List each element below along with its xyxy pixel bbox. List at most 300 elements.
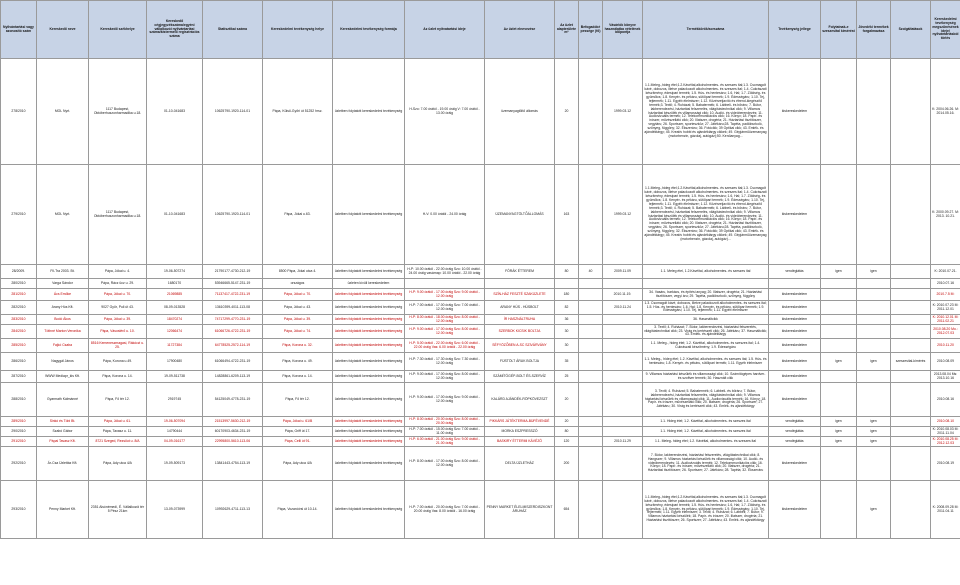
table-cell bbox=[891, 383, 931, 417]
table-cell: 19-09-511738 bbox=[147, 371, 203, 383]
table-cell bbox=[857, 383, 891, 417]
table-cell bbox=[821, 301, 857, 315]
table-cell: SÉFYÖZŐBEN A-SC SZIVÁRVÁNY bbox=[485, 339, 555, 353]
table-cell: 22995800-5610-113-06 bbox=[203, 437, 263, 447]
table-cell bbox=[891, 289, 931, 301]
table-cell: üzletben folytatott kereskedelmi tevékenység bbox=[333, 427, 405, 437]
table-cell bbox=[891, 427, 931, 437]
table-cell: vendéglátás bbox=[769, 265, 821, 279]
table-cell: 279/2010 bbox=[1, 165, 37, 265]
table-cell: 20 bbox=[555, 383, 579, 417]
table-cell bbox=[643, 279, 769, 289]
table-cell bbox=[821, 339, 857, 353]
table-cell: üzletben folytatott kereskedelmi tevékenység bbox=[333, 353, 405, 371]
table-cell: Pápa, Fő tér 12. bbox=[263, 383, 333, 417]
table-cell: 28/2009. bbox=[1, 265, 37, 279]
table-cell bbox=[821, 289, 857, 301]
table-cell: 1999.03.12 bbox=[603, 59, 643, 165]
table-cell: PIKKÁRS JÁTÉKTERMA-BÜFÉVENDÉ bbox=[485, 417, 555, 427]
table-cell: kiskereskedelem bbox=[769, 481, 821, 539]
table-cell: 53946665-5147-231-19 bbox=[203, 279, 263, 289]
table-cell: igen bbox=[857, 353, 891, 371]
table-cell bbox=[821, 447, 857, 481]
table-cell: Pápa, Ady utca 4/A bbox=[263, 447, 333, 481]
table-cell: KALÁRD AJÁNDÉK-RÖPKÖVEZSZT bbox=[485, 383, 555, 417]
table-cell: 21513997-5630-212-19 bbox=[203, 417, 263, 427]
table-cell: Pápa, Vozanóírsi út 10-14. bbox=[263, 481, 333, 539]
column-header: Kereskedő székhelye bbox=[89, 1, 147, 59]
table-cell: 30 bbox=[555, 325, 579, 339]
table-cell: Ár-Csa Üzlettáz Kft. bbox=[37, 447, 89, 481]
table-cell: 288/2010 bbox=[1, 383, 37, 417]
table-cell: 284/2010 bbox=[1, 325, 37, 339]
table-cell: igen bbox=[821, 427, 857, 437]
table-cell bbox=[821, 315, 857, 325]
table-cell bbox=[891, 417, 931, 427]
table-cell: K: 2010.08.03 M: 2011.11.04 bbox=[931, 427, 960, 437]
table-cell: 34. Vasáru, barkács, és építési anyag; 20. Illatszer, drogéria; 21. Háztartási tisztítószer, vegyi áru; 29. Tapéta, padlóburkoló, szőnyeg, függöny bbox=[643, 289, 769, 301]
table-cell bbox=[891, 315, 931, 325]
table-cell: Fil-Tra 2003. Bt. bbox=[37, 265, 89, 279]
table-cell: 14828861-6209-113-19 bbox=[203, 371, 263, 383]
column-header: Tevékenység jellege bbox=[769, 1, 821, 59]
table-cell: 2010.11.24 bbox=[603, 301, 643, 315]
table-row bbox=[1, 481, 960, 539]
table-row bbox=[1, 325, 960, 339]
table-cell: Pápai Tavasz Kft. bbox=[37, 437, 89, 447]
table-cell: Pápa, Rácz ücz u. 29. bbox=[89, 279, 147, 289]
table-cell: 8516 Kemeneszmagasi, Rákóczi u. 25. bbox=[89, 339, 147, 353]
table-cell: 280/2010 bbox=[1, 279, 37, 289]
table-cell: 82 bbox=[555, 301, 579, 315]
table-cell bbox=[857, 301, 891, 315]
table-cell: Pápa, Külső-Győri út 51252 hrsz. bbox=[263, 59, 333, 165]
table-cell bbox=[579, 289, 603, 301]
table-cell: kiskereskedelem bbox=[769, 371, 821, 383]
table-cell: 7. Bútor, lakberendezési, háztartási felszerelés, világítástechnikai cikk; 8. Hangszer; 9. Villamos háztartási készülék és villamossági cikk; 10. Audió- és videóberendezés; 11. Audiovizuális termék; 12. Telekommunikációs cikk; 16. Könyv; 18. Papír- és írószer, művészellátó cikk; 20. Illatszer, drogéria; 21. Háztartási tisztítószer; 26. Sportszer; 27. Játékáru; 28. Tapéta; 32. Ékszeráru bbox=[643, 447, 769, 481]
table-cell: BASKIRY ÉTTERMI KÁVÉZÓ bbox=[485, 437, 555, 447]
column-header: Statisztikai száma bbox=[203, 1, 263, 59]
table-cell: Pápa, Vásvalérő u. 10. bbox=[89, 325, 147, 339]
table-cell: H-P: 7.30 órától - 17.30 óráig Szo: 7.30 órától - 12.00 óráig bbox=[405, 353, 485, 371]
table-cell: ÜZEMANYAGTÖLTŐÁLLOMÁS bbox=[485, 165, 555, 265]
table-cell: 19-06-507274 bbox=[147, 265, 203, 279]
table-cell: üzletben folytatott kereskedelmi tevékenység bbox=[333, 315, 405, 325]
table-cell bbox=[821, 325, 857, 339]
table-cell: Tóthné Marton Veronika bbox=[37, 325, 89, 339]
table-cell: Szabó Gábor bbox=[37, 427, 89, 437]
table-cell bbox=[603, 371, 643, 383]
table-cell: Pápa, Griff út 17. bbox=[263, 427, 333, 437]
table-cell bbox=[891, 325, 931, 339]
table-cell: 292/2010 bbox=[1, 447, 37, 481]
table-cell: 120 bbox=[555, 437, 579, 447]
table-cell: 21790177-4730-212-19 bbox=[203, 265, 263, 279]
table-row bbox=[1, 437, 960, 447]
table-cell: igen bbox=[821, 265, 857, 279]
table-cell bbox=[405, 279, 485, 289]
table-cell: 289/2010 bbox=[1, 417, 37, 427]
table-cell bbox=[891, 279, 931, 289]
table-cell bbox=[579, 447, 603, 481]
table-cell: Pápa, Celli út 91. bbox=[263, 437, 333, 447]
table-cell: H-P: 7.00 órától - 15.00 óráig Szo: 7.00 órától - 11.00 óráig bbox=[405, 427, 485, 437]
table-cell: 64778525-2572-114-19 bbox=[203, 339, 263, 353]
table-cell: igen bbox=[821, 437, 857, 447]
table-cell: 282/2010 bbox=[1, 301, 37, 315]
table-cell: 9. Villamos háztartási készülék és villamossági cikk; 10. Számítógépes hardver- és szoftver termék; 30. Használt cikk bbox=[643, 371, 769, 383]
table-row bbox=[1, 417, 960, 427]
table-cell bbox=[891, 481, 931, 539]
table-cell: üzletben folytatott kereskedelmi tevékenység bbox=[333, 339, 405, 353]
table-cell: FÓRÁK ÉTTEREM bbox=[485, 265, 555, 279]
table-cell bbox=[857, 325, 891, 339]
table-cell: igen bbox=[857, 481, 891, 539]
table-cell: 286/2010 bbox=[1, 353, 37, 371]
table-cell: Ács Emőke bbox=[37, 289, 89, 301]
table-cell bbox=[579, 417, 603, 427]
table-cell: igen bbox=[821, 353, 857, 371]
table-cell bbox=[857, 279, 891, 289]
table-cell: üzletben folytatott kereskedelmi tevékenység bbox=[333, 371, 405, 383]
table-row bbox=[1, 165, 960, 265]
table-cell: kiskereskedelem bbox=[769, 315, 821, 325]
table-cell: üzemanyagtöltő állomás bbox=[485, 59, 555, 165]
table-cell: vendéglátás bbox=[769, 427, 821, 437]
table-row bbox=[1, 279, 960, 289]
table-cell: üzletben folytatott kereskedelmi tevékenység bbox=[333, 301, 405, 315]
table-cell: SZÍN-HÁZ FESZTÉ SZAKÜZLETE bbox=[485, 289, 555, 301]
table-cell: 1.1. Meleg-, hideg étel; 1.2. Kávéital, alkoholmentes- és szeszes ital; 1.4. Cukrászati készítmény; 1.9. Édességáru bbox=[643, 339, 769, 353]
table-cell: 19-09-509173 bbox=[147, 447, 203, 481]
column-header: Kereskedelmi tevékenység helye bbox=[263, 1, 333, 59]
table-cell: Pápa, Ady utca 4/A bbox=[89, 447, 147, 481]
table-cell bbox=[891, 265, 931, 279]
table-cell: 8721 Szeged, Rezsőut u. 8/A bbox=[89, 437, 147, 447]
table-cell: 13-09-073999 bbox=[147, 481, 203, 539]
column-header: Kereskedelmi tevékenység formája bbox=[333, 1, 405, 59]
table-cell: Pápa, Korona u. 32. bbox=[263, 339, 333, 353]
table-cell: K: 2000.09.27. M: 2013. 10.21. bbox=[931, 165, 960, 265]
table-cell bbox=[891, 371, 931, 383]
table-cell: 2351 Alsónémedi, É. Vállalkozói tér 5 Pész 21km bbox=[89, 481, 147, 539]
table-cell bbox=[603, 339, 643, 353]
table-cell: H-P: 8.00 órától - 18.00 óráig Szo: 8.00 órától - 12.00 óráig bbox=[405, 315, 485, 325]
table-cell bbox=[603, 417, 643, 427]
table-cell: Pápa, Jókai u. 61/B bbox=[263, 417, 333, 427]
table-cell bbox=[891, 437, 931, 447]
table-cell bbox=[857, 315, 891, 325]
table-row bbox=[1, 353, 960, 371]
table-cell: 2010.11.20 bbox=[931, 339, 960, 353]
table-cell: 1999.03.12 bbox=[603, 165, 643, 265]
table-cell: 2010.7.5 M: bbox=[931, 289, 960, 301]
table-cell: H-P: 7.00 órától - 17.00 óráig Szo: 7.00 órától - 12.00 óráig bbox=[405, 301, 485, 315]
table-cell: 01-10-041683 bbox=[147, 165, 203, 265]
table-cell: Penny Market Kft. bbox=[37, 481, 89, 539]
table-cell: 1.1. Hideg étel; 1.2. Kávéital, alkoholmentes- és szeszes ital bbox=[643, 417, 769, 427]
table-cell: 2010.08.19 bbox=[931, 447, 960, 481]
table-cell bbox=[857, 289, 891, 301]
table-cell: 2010.08.09 bbox=[931, 353, 960, 371]
table-cell: Sinkó és Tóbi Bt. bbox=[37, 417, 89, 427]
column-header: Vásárlók könyve használatba vételének időpontja bbox=[603, 1, 643, 59]
table-cell: 2010.07.16 bbox=[931, 279, 960, 289]
column-header: Befogadóképessége (fő) bbox=[579, 1, 603, 59]
table-cell: K: 2010.12.01 M: 2011.02.21 bbox=[931, 315, 960, 325]
table-cell: Fajkó Csaba bbox=[37, 339, 89, 353]
table-cell: üzletben folytatott kereskedelmi tevékenység bbox=[333, 265, 405, 279]
table-row bbox=[1, 427, 960, 437]
table-cell: 1.1. Meleg étel, 1.2.Kávéital, alkoholmentes- és szeszes ital bbox=[643, 265, 769, 279]
table-cell: 287/2010 bbox=[1, 371, 37, 383]
table-cell: igen bbox=[857, 417, 891, 427]
table-cell: Pápa, Jókai u. 74. bbox=[263, 325, 333, 339]
column-header: Kereskedelmi tevékenység megszűnésének ideje/ nyilvántartásból törlés bbox=[931, 1, 960, 59]
table-cell: Nagygál János bbox=[37, 353, 89, 371]
table-cell: üzletben folytatott kereskedelmi tevékenység bbox=[333, 165, 405, 265]
table-cell: Pápa, Jókai u.63. bbox=[263, 165, 333, 265]
table-cell bbox=[821, 371, 857, 383]
table-cell: Pápa, Jókai u. 61. bbox=[89, 417, 147, 427]
table-cell: üzletben folytatott kereskedelmi tevékenység bbox=[333, 325, 405, 339]
table-cell: H-P: 10.00 órától - 22.00 óráig Szo: 10.00 órától - 24.00 óráig vasárnap: 10.00 órától - 22.00 óráig bbox=[405, 265, 485, 279]
table-cell: üzletben folytatott kereskedelmi tevékenység bbox=[333, 289, 405, 301]
table-cell: kiskereskedelem bbox=[769, 339, 821, 353]
table-cell: 2919745 bbox=[147, 383, 203, 417]
table-cell: 180 bbox=[555, 289, 579, 301]
table-cell: FÜSTÖLT ÁRUK BOLTJA bbox=[485, 353, 555, 371]
table-cell: igen bbox=[857, 265, 891, 279]
table-cell: kiskereskedelem bbox=[769, 325, 821, 339]
table-cell: 2013.08.04 Ms: 2013.10.16 bbox=[931, 371, 960, 383]
table-cell: 20 bbox=[555, 59, 579, 165]
table-cell: 10992629-4711-113-13 bbox=[203, 481, 263, 539]
table-cell: 71137417-4722-231-19 bbox=[203, 289, 263, 301]
table-cell: 283/2010 bbox=[1, 315, 37, 325]
table-cell: 61066494-4722-231-19 bbox=[203, 353, 263, 371]
table-cell bbox=[891, 59, 931, 165]
table-cell: MOL Nyrt. bbox=[37, 165, 89, 265]
table-cell: Pápa, Jókai u. 4. bbox=[89, 265, 147, 279]
table-cell: Pápa, Fő tér 12. bbox=[89, 383, 147, 417]
table-cell: Pápa, Korona u.49. bbox=[89, 353, 147, 371]
table-cell: 13610399-4011-113-08 bbox=[203, 301, 263, 315]
table-cell bbox=[603, 279, 643, 289]
table-cell: H-P: 9.00 órától - 17.00 óráig Szo: 8.00 órától - 12.00 óráig bbox=[405, 325, 485, 339]
table-cell: Pápa, Korona u. 14. bbox=[89, 371, 147, 383]
table-cell bbox=[603, 447, 643, 481]
table-cell: ARANY HÚS - HÚSBOLT bbox=[485, 301, 555, 315]
table-cell: K: 2004.06.26. M: 2014.05.16. bbox=[931, 59, 960, 165]
table-cell: 18470274 bbox=[147, 315, 203, 325]
table-cell: 19-06-507094 bbox=[147, 417, 203, 427]
table-cell: DELTA ÜZLETHÁZ bbox=[485, 447, 555, 481]
table-cell bbox=[579, 481, 603, 539]
table-row bbox=[1, 315, 960, 325]
table-cell: 10625790-1920-114-01 bbox=[203, 59, 263, 165]
table-cell: vendéglátás bbox=[769, 437, 821, 447]
table-row bbox=[1, 265, 960, 279]
table-cell bbox=[603, 427, 643, 437]
table-cell bbox=[857, 165, 891, 265]
table-cell bbox=[891, 165, 931, 265]
table-cell: 80 bbox=[555, 265, 579, 279]
table-cell: H-P: 9.00 órától - 17.00 óráig Szo: 9.00 órától - 12.00 óráig bbox=[405, 383, 485, 417]
column-header: Szolgáltatások bbox=[891, 1, 931, 59]
table-cell: 2010.08.20 Mo.: 2012.07.03 bbox=[931, 325, 960, 339]
table-cell: Pápa, Korona u. 49. bbox=[263, 353, 333, 371]
table-cell: ÍR HASZNÁLTRUHA bbox=[485, 315, 555, 325]
table-cell: 25 bbox=[555, 371, 579, 383]
table-cell: kiskereskedelem bbox=[769, 59, 821, 165]
table-cell: 13841443-4754-113-19 bbox=[203, 447, 263, 481]
table-cell bbox=[891, 301, 931, 315]
table-cell: Arany Hús Kft. bbox=[37, 301, 89, 315]
table-cell: 8500 Pápa, Jókai utca 4. bbox=[263, 265, 333, 279]
column-header: Jövedéki termékek forgalmazása bbox=[857, 1, 891, 59]
header-row bbox=[1, 1, 960, 59]
table-cell: Pápa, Jókai u. 39. bbox=[263, 315, 333, 325]
table-row bbox=[1, 339, 960, 353]
table-cell: H-P: 7.00 órától - 20.00 óráig Szo: 7.00 órától - 20.00 óráig Vas: 8.00 órától - 16.00 óráig bbox=[405, 481, 485, 539]
table-cell bbox=[891, 339, 931, 353]
table-cell bbox=[821, 279, 857, 289]
table-cell: Pápa, Jókai u. 39. bbox=[89, 315, 147, 325]
table-cell bbox=[579, 427, 603, 437]
table-cell: igen bbox=[857, 427, 891, 437]
table-cell: SZÁMÍTÓGÉP-BOLT ÉS-SZERVÍZ bbox=[485, 371, 555, 383]
table-cell: H-Szo: 7.00 órától - 19.00 óráig V: 7.00 órától - 13.00 óráig bbox=[405, 59, 485, 165]
table-cell: 20 bbox=[555, 417, 579, 427]
table-cell: 2010.08.16 bbox=[931, 383, 960, 417]
table-cell: 285/2010 bbox=[1, 339, 37, 353]
table-cell: kiskereskedelem bbox=[769, 301, 821, 315]
table-cell: üzleten kívüli kereskedelem bbox=[333, 279, 405, 289]
table-cell: 14790444 bbox=[147, 427, 203, 437]
table-cell bbox=[579, 339, 603, 353]
table-cell: Pápa, Jókai u. 43. bbox=[263, 301, 333, 315]
column-header: Termékkörök/sorszáma bbox=[643, 1, 769, 59]
table-cell: 61066726-4722-231-19 bbox=[203, 325, 263, 339]
table-cell: üzletben folytatott kereskedelmi tevékenység bbox=[333, 417, 405, 427]
table-cell: K: 2010.07.23 M: 2011.12.01 bbox=[931, 301, 960, 315]
table-cell: 80 bbox=[555, 427, 579, 437]
table-cell: kiskereskedelem bbox=[769, 353, 821, 371]
table-cell bbox=[857, 339, 891, 353]
table-row bbox=[1, 371, 960, 383]
table-cell bbox=[603, 325, 643, 339]
table-cell bbox=[603, 353, 643, 371]
table-cell: H-P: 9.00 órától - 17.00 óráig Szo: 9.00 órától - 12.00 óráig bbox=[405, 289, 485, 301]
table-cell bbox=[857, 371, 891, 383]
table-cell bbox=[555, 279, 579, 289]
column-header: Az üzlet elnevezése bbox=[485, 1, 555, 59]
table-row bbox=[1, 383, 960, 417]
table-cell: PENNY MARKET ÉLELMISZERDISZKONT ÁRUHÁZ bbox=[485, 481, 555, 539]
table-cell bbox=[579, 371, 603, 383]
table-cell bbox=[821, 481, 857, 539]
table-cell: 1.1.Meleg-,hideg étel;1.2.Kávéital,alkoholmentes- és szeszes ital;1.3. Csomagolt kávé, dobozos, illetve palackozott alkoholmentes- és szeszes ital; 1.4. Cukrászati készítmény, édesipari termék; 1.5. Hús- és hentesáru; 1.6. Hal; 1.7. Zöldség- és gyümölcs; 1.8. Kenyér- és pékáru, sütőipari termék; 1.9. Édességáru; 1.10. Tej, tejtermék; 1.11. Egyéb élelmiszer; 1.12. Közérzetjavító és étrend-kiegészítő termék;3. Textil; 4. Ruházat; 5. Babatermék; 6. Lábbeli- és bőráru; 7. Bútor, lakberendezési, háztartási felszerelés, világítástechnikai cikk; 9. Villamos háztartási készülék és villamossági cikk; 10. Audió- és videóberendezés; 11. Audiovizuális termék; 12. Telekommunikációs cikk; 16. Könyv; 18. Papír- és írószer, művészellátó cikk; 20. Illatszer, drogéria; 21. Háztartási tisztítószer, vegyiáru; 26. Sportszer, sporteszköz; 27. Játékáru;28. Tapéta, padlóburkoló, szőnyeg, függöny; 32. Ékszeráru; 36. Fotócikk; 39 Optikai cikk; 43. Emlék- és ajándéktárgy; 45. Kreatív hobbi és ajándéktárgy cikkek; 49. Gépjárműüzemanyag (motorbenzin, gázolaj, autógáz);50. Kenőanyag... bbox=[643, 59, 769, 165]
table-cell bbox=[579, 59, 603, 165]
table-cell: kiskereskedelem bbox=[769, 447, 821, 481]
table-cell: üzletben folytatott kereskedelmi tevékenység bbox=[333, 481, 405, 539]
table-cell: 3. Textil; 4. Ruházat; 7. Bútor, lakberendezési, háztartási felszerelés, világítástechnikai cikk; 23. Virág és kertészeti cikk; 26. Játékáru; 37. Használtcikk; 43. Emlék- és ajándéktárgy bbox=[643, 325, 769, 339]
column-header: Folytatnak-e szeszesital kimérést bbox=[821, 1, 857, 59]
table-cell: 1.1. Meleg- hideg étel; 1.2. Kávéital, alkoholmentes- és szeszes ital bbox=[643, 437, 769, 447]
table-cell bbox=[485, 279, 555, 289]
table-cell: 1.1. Meleg-, hideg étel; 1.2. Kávéital, alkoholmentes- és szeszes ital; 1.5. Hús- és hentesáru; 1.8. Kenyér- és pékáru, sütőipari termék; 1.11. Egyéb élelmiszer bbox=[643, 353, 769, 371]
table-cell: 291/2010 bbox=[1, 437, 37, 447]
table-cell: Pápa, Jókai u. 70. bbox=[89, 289, 147, 301]
table-cell bbox=[857, 447, 891, 481]
table-cell: 21069885 bbox=[147, 289, 203, 301]
table-row bbox=[1, 289, 960, 301]
table-cell: 1.1.Meleg-,hideg étel;1.2.Kávéital,alkoholmentes- és szeszes ital;1.3. Csomagolt kávé, dobozos, illetve palackozott alkoholmentes- és szeszes ital; 1.4. Cukrászati készítmény, édesipari termék; 1.5. Hús- és hentesáru; 1.6. Hal; 1.7. Zöldség- és gyümölcs; 1.8. Kenyér- és pékáru, sütőipari termék; 1.9. Édességáru; 1.10. Tej, tejtermék; 1.11. Egyéb élelmiszer; 3. Textil; 4. Ruházat; 6. Lábbeli; 7. Bútor; 9. Villamos háztartási készülék; 18. Papír- és írószer; 20. Illatszer, drogéria; 21. Háztartási tisztítószer; 26. Sportszer; 27. Játékáru; 43. Emlék- és ajándéktárgy bbox=[643, 481, 769, 539]
table-cell: WWW Mediapr_kis Kft. bbox=[37, 371, 89, 383]
table-cell: 11727384 bbox=[147, 339, 203, 353]
table-cell bbox=[821, 59, 857, 165]
table-cell: igen bbox=[821, 417, 857, 427]
table-cell: vendéglátás bbox=[769, 417, 821, 427]
table-cell: kiskereskedelem bbox=[769, 165, 821, 265]
table-cell: 1.1.Meleg-,hideg étel;1.2.Kávéital,alkoholmentes- és szeszes ital;1.3. Csomagolt kávé, dobozos, illetve palackozott alkoholmentes- és szeszes ital; 1.4. Cukrászati készítmény, édesipari termék; 1.5. Hús- és hentesáru; 1.6. Hal; 1.7. Zöldség- és gyümölcs; 1.8. Kenyér- és pékáru, sütőipari termék; 1.9. Édességáru; 1.10. Tej, tejtermék; 1.11. Egyéb élelmiszer; 1.12. Közérzetjavító és étrend-kiegészítő termék;3. Textil; 4. Ruházat; 5. Babatermék; 6. Lábbeli- és bőráru; 7. Bútor, lakberendezési, háztartási felszerelés, világítástechnikai cikk; 9. Villamos háztartási készülék és villamossági cikk; 10. Audió- és videóberendezés; 11. Audiovizuális termék; 12. Telekommunikációs cikk; 16. Könyv; 18. Papír- és írószer, művészellátó cikk; 20. Illatszer, drogéria; 21. Háztartási tisztítószer, vegyiáru; 26. Sportszer, sporteszköz; 27. Játékáru;28. Tapéta, padlóburkoló, szőnyeg, függöny; 32. Ékszeráru; 36. Fotócikk; 39 Optikai cikk; 43. Emlék- és ajándéktárgy; 45. Kreatív hobbi és ajándéktárgy cikkek; 49. Gépjárműüzemanyag (motorbenzin, gázolaj, autógáz)... bbox=[643, 165, 769, 265]
table-cell bbox=[603, 481, 643, 539]
table-cell: 10625790-1920-114-01 bbox=[203, 165, 263, 265]
column-header: Kereskedő neve bbox=[37, 1, 89, 59]
table-cell: 01-10-041683 bbox=[147, 59, 203, 165]
table-cell: 12066474 bbox=[147, 325, 203, 339]
table-cell: Pápa, Tavasz u. 11. bbox=[89, 427, 147, 437]
column-header: Nyilvántartási vagy azonosító szám bbox=[1, 1, 37, 59]
table-cell bbox=[579, 165, 603, 265]
table-cell: 17900480 bbox=[147, 353, 203, 371]
table-cell: 2010.11.19. bbox=[603, 289, 643, 301]
table-cell bbox=[891, 447, 931, 481]
table-cell: kiskereskedelem bbox=[769, 383, 821, 417]
table-cell: 04-09-016177 bbox=[147, 437, 203, 447]
table-cell: 35 bbox=[555, 353, 579, 371]
table-row bbox=[1, 59, 960, 165]
table-cell: Bodó Ákos bbox=[37, 315, 89, 325]
table-cell: Pápa, Jókai u. 70. bbox=[263, 289, 333, 301]
table-cell: 36. Használtcikk bbox=[643, 315, 769, 325]
table-cell bbox=[579, 383, 603, 417]
table-cell: 08-09-013528 bbox=[147, 301, 203, 315]
table-cell: 60170903-4634-231-19 bbox=[203, 427, 263, 437]
table-cell: 1.1. Hideg étel; 1.2. Kávéital, alkoholmentes- és szeszes ital bbox=[643, 427, 769, 437]
column-header: Kereskedő cégjegyzékszáma/egyéni vállalkozói nyilvántartási száma/kistermelő regisztrációs száma bbox=[147, 1, 203, 59]
table-cell: üzletben folytatott kereskedelmi tevékenység bbox=[333, 437, 405, 447]
table-cell: igen bbox=[857, 437, 891, 447]
table-cell: H-P: 5.00 órától - 22.00 óráig Szo: 6.00 órától - 22.00 óráig Vas: 6.00 órától - 22.00 óráig bbox=[405, 339, 485, 353]
table-cell: SZERBOK KICSIK BOLTJA bbox=[485, 325, 555, 339]
table-cell: 74717299-4770-231-19 bbox=[203, 315, 263, 325]
table-cell bbox=[579, 353, 603, 371]
table-cell: 290/2010 bbox=[1, 427, 37, 437]
column-header: Az üzlet nyitvatartási ideje bbox=[405, 1, 485, 59]
table-cell: 1117 Budapest, Októberhuszonharmadika u.18. bbox=[89, 165, 147, 265]
table-cell: szeszesital-kimérés bbox=[891, 353, 931, 371]
table-cell: H-P: 8.00 órától - 17.00 óráig Szo: 8.00 órától - 12.00 óráig bbox=[405, 447, 485, 481]
table-cell: K: 2010.07.21. bbox=[931, 265, 960, 279]
table-cell: 281/2010 bbox=[1, 289, 37, 301]
table-cell: 54125049-4778-231-19 bbox=[203, 383, 263, 417]
table-row bbox=[1, 301, 960, 315]
table-cell: Gyarmath Kálmánné bbox=[37, 383, 89, 417]
table-row bbox=[1, 447, 960, 481]
table-cell bbox=[579, 301, 603, 315]
